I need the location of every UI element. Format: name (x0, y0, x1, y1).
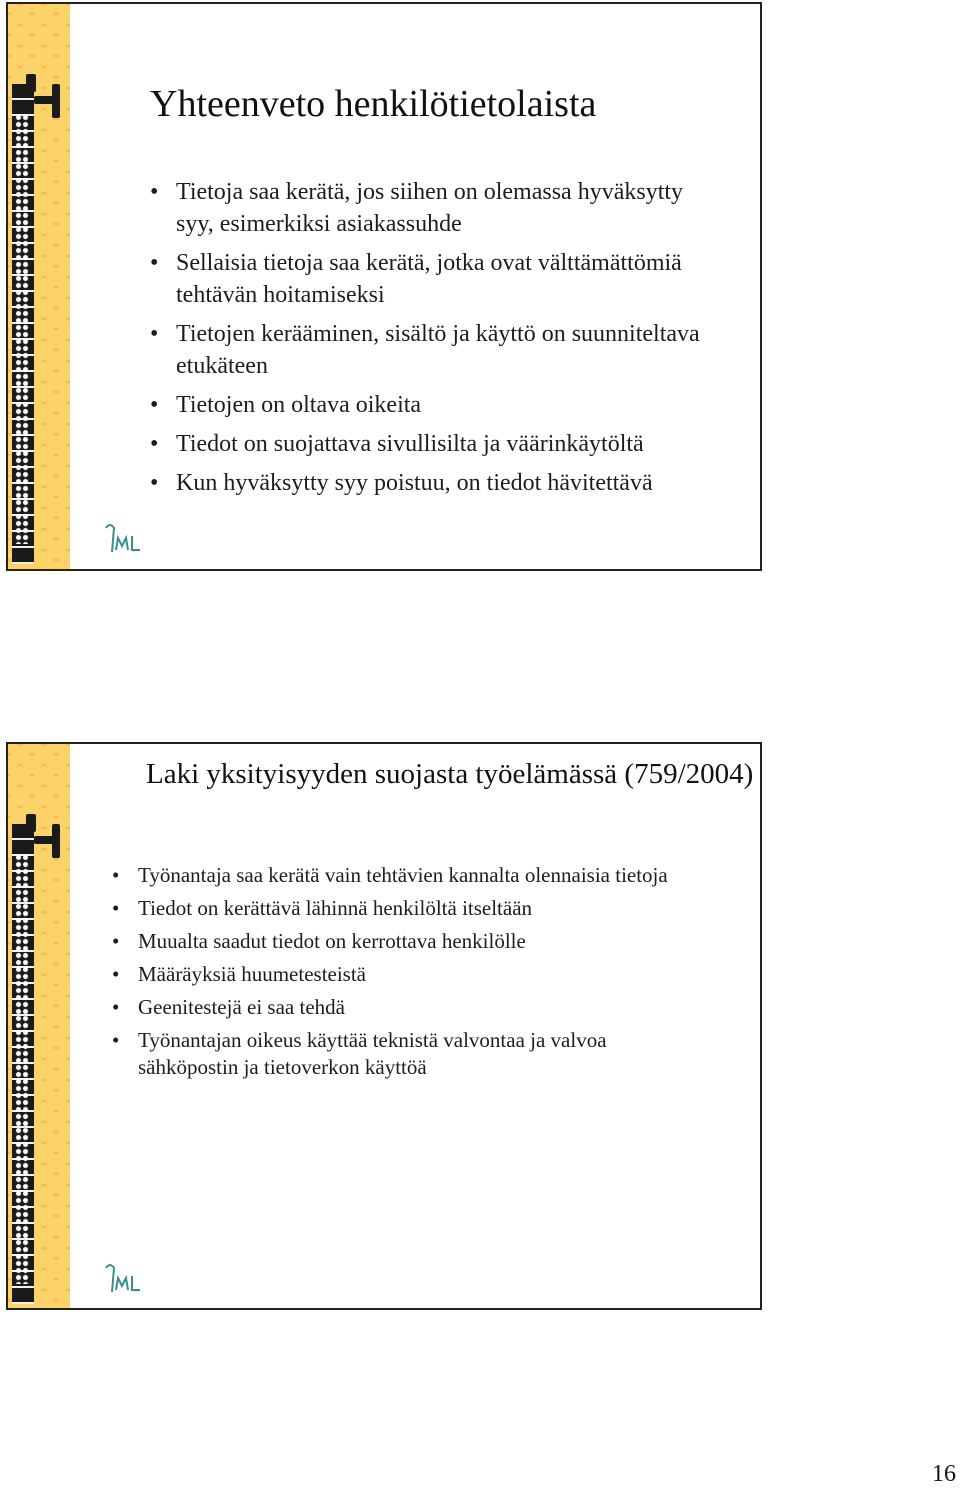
list-item: • Työnantaja saa kerätä vain tehtävien kannalta olennaisia tietoja (108, 862, 708, 889)
list-item: • Tiedot on kerättävä lähinnä henkilöltä itseltään (108, 895, 708, 922)
tower-dots (15, 854, 29, 1284)
tower-head (26, 74, 36, 92)
bullet-list (108, 862, 708, 1087)
slide-title: Yhteenveto henkilötietolaista (150, 83, 597, 125)
tml-logo-mark (100, 522, 144, 558)
list-item: • Tiedot on suojattava sivullisilta ja väärinkäytöltä (148, 428, 708, 460)
decorative-honeycomb-strip (8, 4, 70, 569)
list-item: • Määräyksiä huumetesteistä (108, 961, 708, 988)
tml-logo-icon (82, 522, 178, 570)
slide-2 (6, 742, 762, 1310)
slide-1 (6, 2, 762, 571)
tower-branch (52, 84, 60, 118)
list-item: • Tietojen kerääminen, sisältö ja käyttö on suunniteltava etukäteen (148, 318, 708, 382)
tml-logo-icon (82, 1262, 178, 1310)
decorative-honeycomb-strip (8, 744, 70, 1308)
tml-logo-mark (100, 1262, 144, 1298)
slide-title: Laki yksityisyyden suojasta työelämässä (759/2004) (146, 758, 754, 790)
tower-dots (15, 114, 29, 544)
list-item: • Tietojen on oltava oikeita (148, 389, 708, 421)
list-item: • Tietoja saa kerätä, jos siihen on olemassa hyväksytty syy, esimerkiksi asiakassuhde (148, 176, 708, 240)
list-item: • Kun hyväksytty syy poistuu, on tiedot hävitettävä (148, 467, 708, 499)
list-item: • Työnantajan oikeus käyttää teknistä valvontaa ja valvoa sähköpostin ja tietoverkon käyttöä (108, 1027, 708, 1081)
list-item: • Geenitestejä ei saa tehdä (108, 994, 708, 1021)
page-number: 16 (932, 1461, 956, 1487)
bullet-list (148, 176, 708, 506)
list-item: • Sellaisia tietoja saa kerätä, jotka ovat välttämättömiä tehtävän hoitamiseksi (148, 247, 708, 311)
list-item: • Muualta saadut tiedot on kerrottava henkilölle (108, 928, 708, 955)
tower-head (26, 814, 36, 832)
tower-branch (52, 824, 60, 858)
